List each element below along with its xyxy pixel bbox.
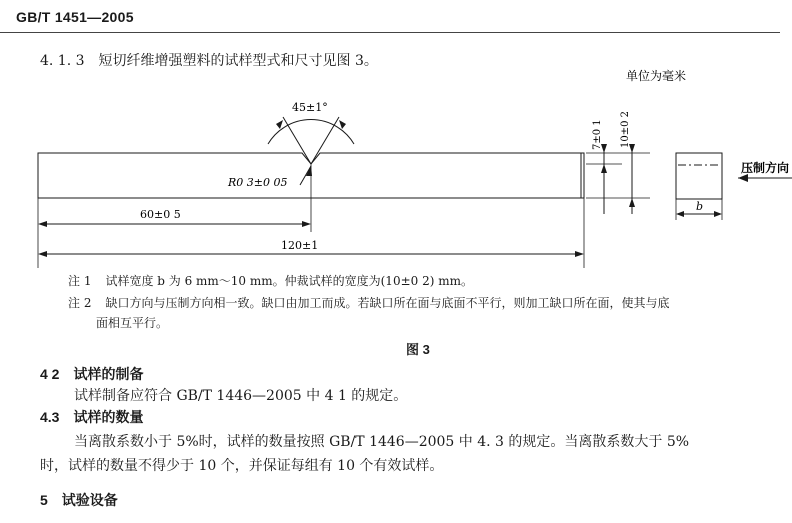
section-5-heading xyxy=(40,490,118,510)
radius-label: R0 3±0 05 xyxy=(228,176,288,189)
length-notch-label: 60±0 5 xyxy=(140,208,181,221)
standard-number: GB/T 1451—2005 xyxy=(16,9,134,25)
dim-10-label: 10±0 2 xyxy=(620,110,631,148)
section-title: 试样的数量 xyxy=(73,409,144,425)
section-number: 4. 1. 3 xyxy=(40,53,85,69)
angle-label: 45±1° xyxy=(292,101,328,114)
length-total-label: 120±1 xyxy=(281,239,319,252)
section-4-2-body: 试样制备应符合 GB/T 1446—2005 中 4 1 的规定。 xyxy=(74,388,408,404)
width-b-label: b xyxy=(696,200,704,213)
note-2-continuation: 面相互平行。 xyxy=(96,316,169,330)
section-4-3-heading xyxy=(40,407,143,427)
section-number: 4 2 xyxy=(40,366,60,382)
section-number: 4.3 xyxy=(40,409,60,425)
section-title: 试样的制备 xyxy=(73,366,144,382)
dim-7-label: 7±0 1 xyxy=(592,119,603,150)
section-4-3-body-line-2: 时，试样的数量不得少于 10 个，并保证每组有 10 个有效试样。 xyxy=(40,458,444,474)
note-2 xyxy=(68,294,669,311)
note-1-text: 试样宽度 b 为 6 mm～10 mm。仲裁试样的宽度为(10±0 2) mm。 xyxy=(105,274,473,288)
figure-title: 图 3 xyxy=(406,342,430,357)
unit-label: 单位为毫米 xyxy=(626,69,687,83)
cross-section xyxy=(676,153,722,199)
press-direction-label: 压制方向 xyxy=(741,161,790,175)
note-2-label: 注 2 xyxy=(68,296,92,310)
section-title: 试验设备 xyxy=(61,492,118,508)
section-4-2-heading xyxy=(40,364,143,384)
section-number: 5 xyxy=(40,492,48,508)
section-text: 短切纤维增强塑料的试样型式和尺寸见图 3。 xyxy=(98,53,378,69)
section-4-3-body-line-1: 当离散系数小于 5%时，试样的数量按照 GB/T 1446—2005 中 4. 3 的规定。当离散系数大于 5% xyxy=(74,434,690,450)
note-1 xyxy=(68,272,473,289)
note-1-label: 注 1 xyxy=(68,274,92,288)
note-2-text: 缺口方向与压制方向相一致。缺口由加工而成。若缺口所在面与底面不平行，则加工缺口所在面，使其与底 xyxy=(105,296,670,310)
